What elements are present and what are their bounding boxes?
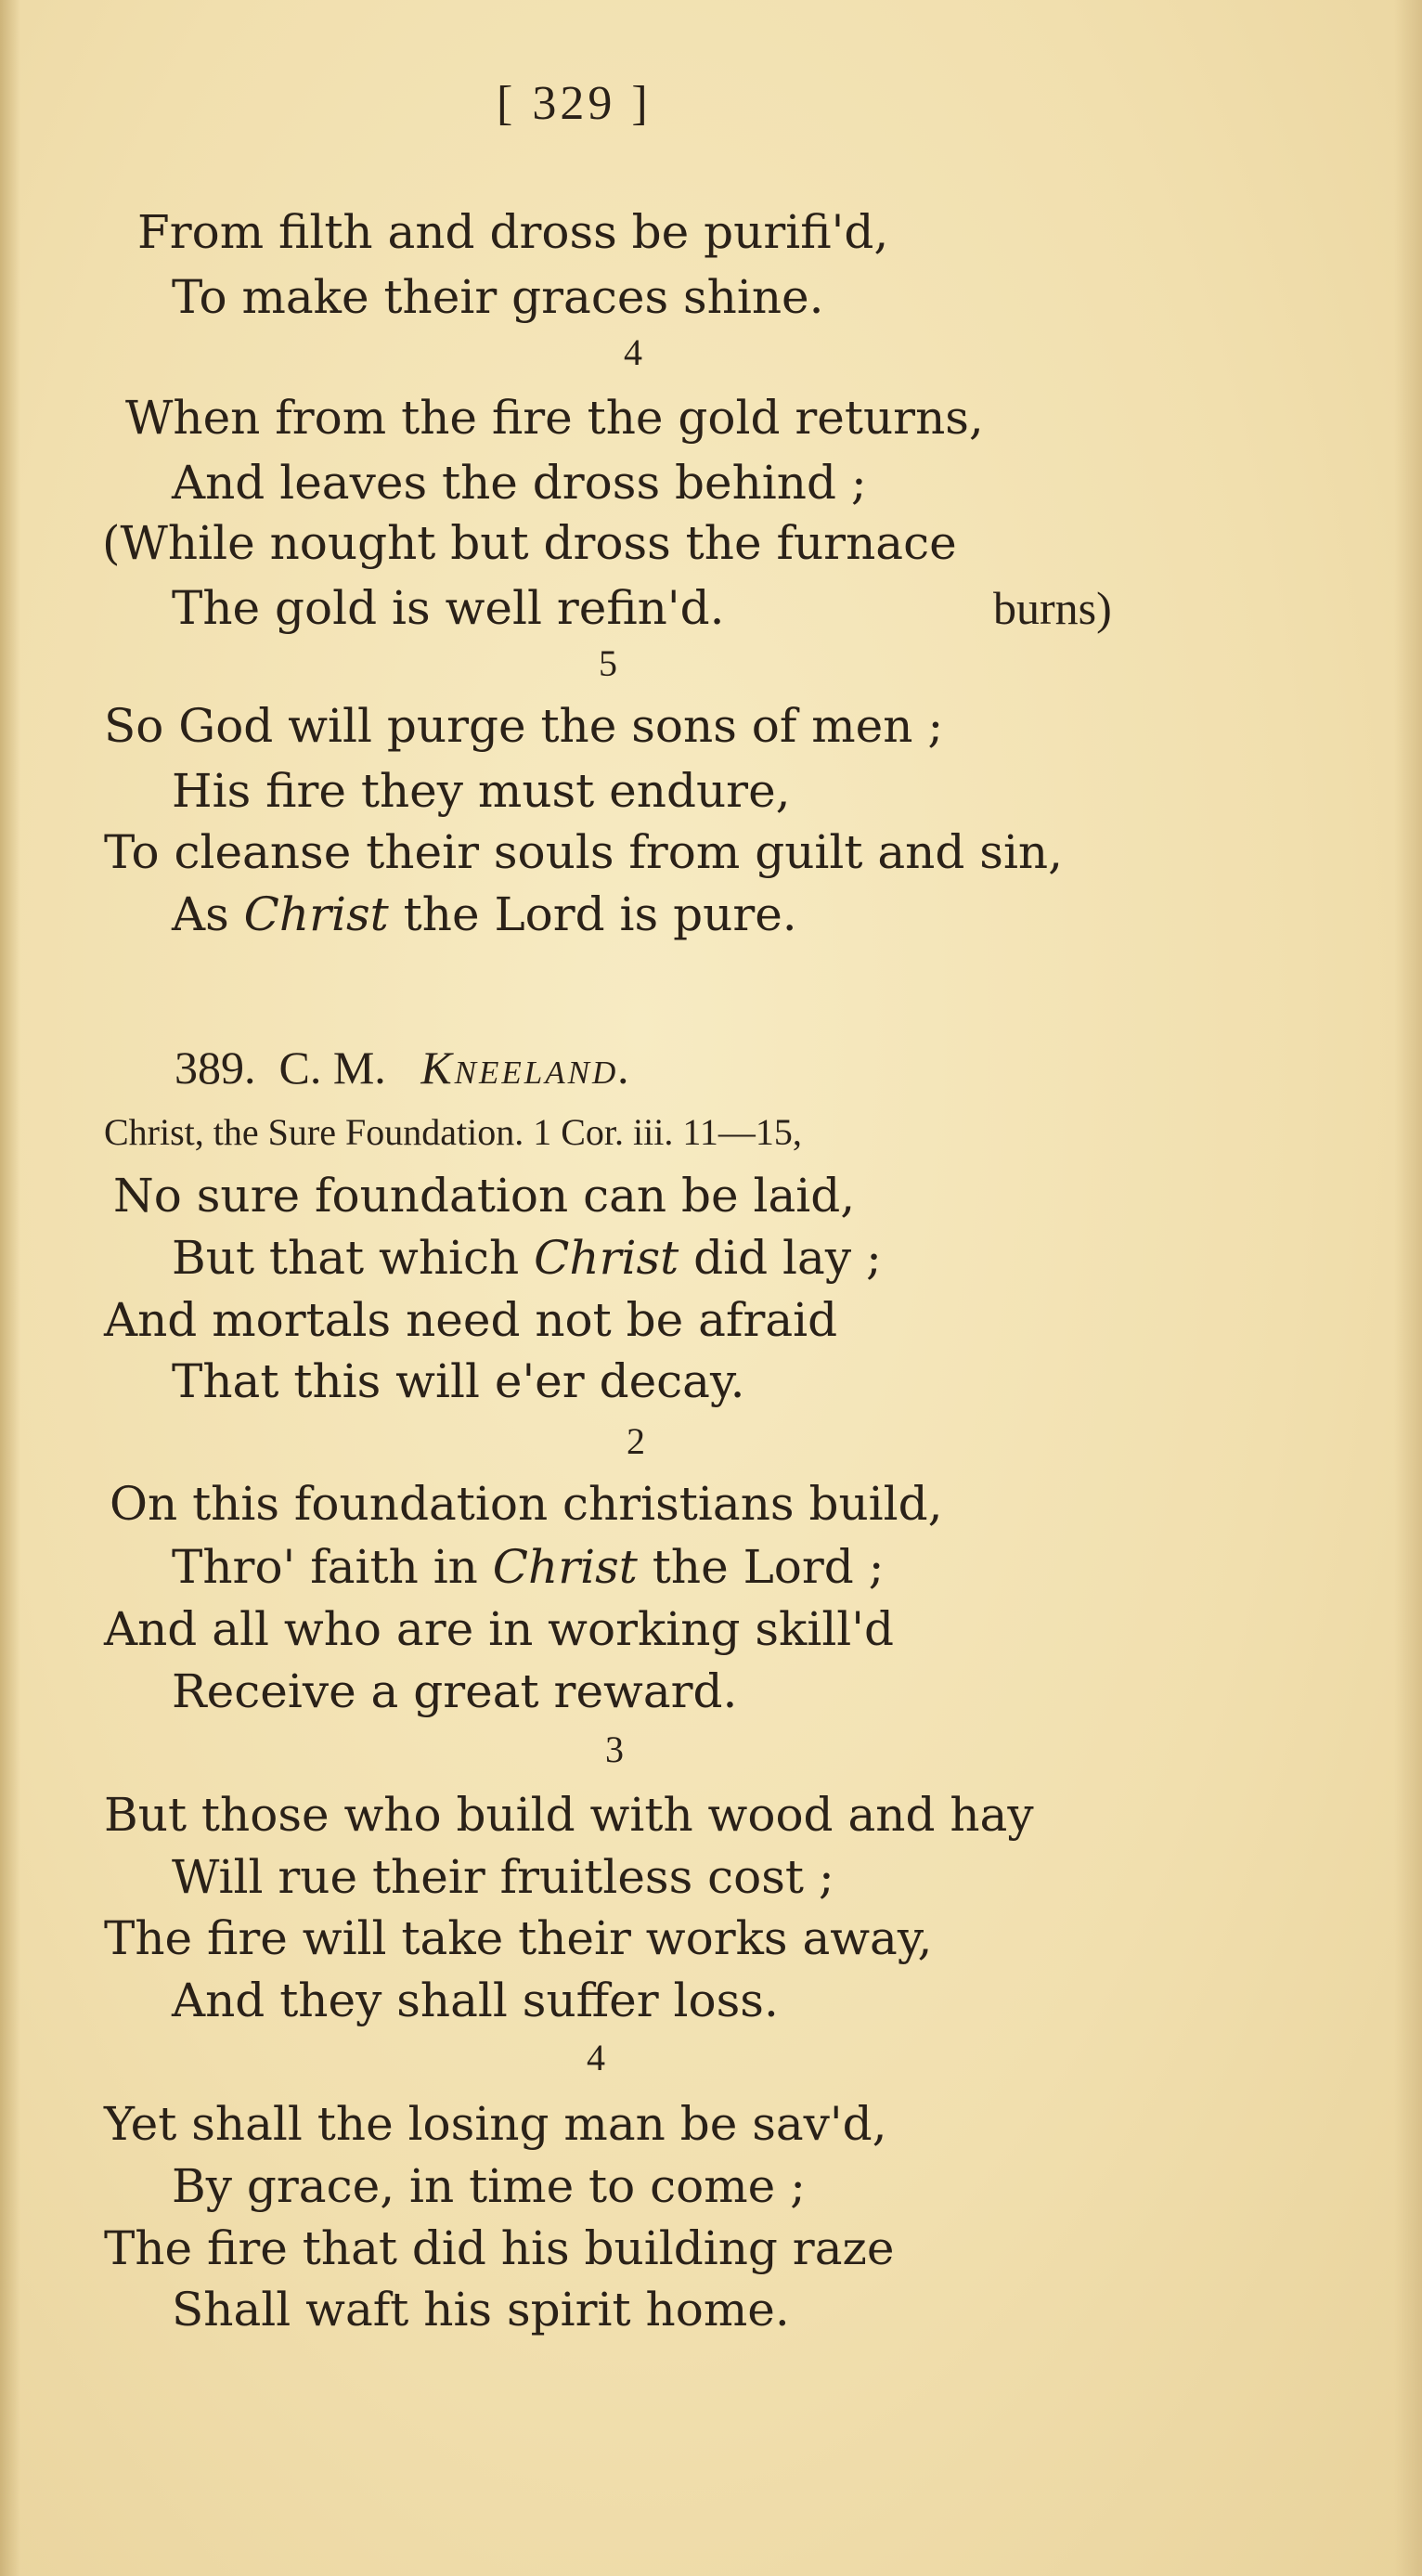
hymn-heading (175, 1040, 633, 1095)
verse-line: (While nought but dross the furnace (102, 516, 957, 570)
verse-line: To make their graces shine. (172, 270, 824, 324)
verse-line (172, 1539, 885, 1595)
hymn-meter: C. M. (278, 1042, 386, 1094)
verse-line: Shall waft his spirit home. (172, 2283, 790, 2337)
verse-number: 4 (624, 331, 642, 373)
page-edge-right (1394, 0, 1422, 2576)
verse-line-text: But that which (172, 1231, 535, 1285)
verse-line: Will rue their fruitless cost ; (172, 1850, 834, 1904)
verse-line: From filth and dross be purifi'd, (137, 205, 889, 259)
verse-line: No sure foundation can be laid, (113, 1169, 856, 1223)
verse-line: So God will purge the sons of men ; (104, 699, 944, 753)
hymn-subtitle: Christ, the Sure Foundation. 1 Cor. iii. 11—15, (104, 1111, 802, 1153)
verse-line: But those who build with wood and hay (104, 1788, 1034, 1842)
verse-line: And all who are in working skill'd (104, 1602, 895, 1656)
verse-line: Receive a great reward. (172, 1664, 738, 1718)
verse-line: And they shall suffer loss. (172, 1974, 779, 2027)
verse-line: The fire will take their works away, (104, 1911, 933, 1965)
verse-number: 5 (599, 642, 617, 684)
verse-line (172, 887, 797, 942)
verse-line: Yet shall the losing man be sav'd, (104, 2097, 887, 2151)
verse-line (172, 1230, 882, 1286)
verse-line-italic: Christ (243, 887, 389, 941)
verse-line-overflow: burns) (993, 582, 1112, 634)
verse-line: To cleanse their souls from guilt and sin, (104, 825, 1064, 879)
verse-line: By grace, in time to come ; (172, 2159, 806, 2213)
hymn-number: 389. (175, 1042, 256, 1094)
verse-number: 4 (587, 2037, 605, 2078)
verse-line-text: Thro' faith in (172, 1540, 493, 1594)
verse-line: His fire they must endure, (172, 764, 791, 818)
verse-line-text: As (172, 887, 244, 941)
page-number-header: [ 329 ] (497, 77, 652, 130)
verse-line-text: the Lord ; (637, 1540, 885, 1594)
verse-number: 2 (627, 1420, 645, 1462)
page-edge-left (0, 0, 20, 2576)
verse-line: When from the fire the gold returns, (125, 391, 984, 445)
verse-line: The gold is well refin'd. (172, 581, 725, 635)
verse-line: On this foundation christians build, (110, 1477, 943, 1531)
hymn-tune: Kneeland. (420, 1042, 633, 1094)
verse-line-italic: Christ (534, 1231, 679, 1285)
verse-line-italic: Christ (492, 1540, 638, 1594)
verse-line: And leaves the dross behind ; (172, 456, 867, 510)
verse-number: 3 (605, 1728, 624, 1770)
verse-line-text: did lay ; (679, 1231, 882, 1285)
verse-line: And mortals need not be afraid (104, 1293, 838, 1347)
verse-line: That this will e'er decay. (172, 1354, 745, 1408)
verse-line: The fire that did his building raze (104, 2221, 895, 2275)
verse-line-text: the Lord is pure. (388, 887, 797, 941)
